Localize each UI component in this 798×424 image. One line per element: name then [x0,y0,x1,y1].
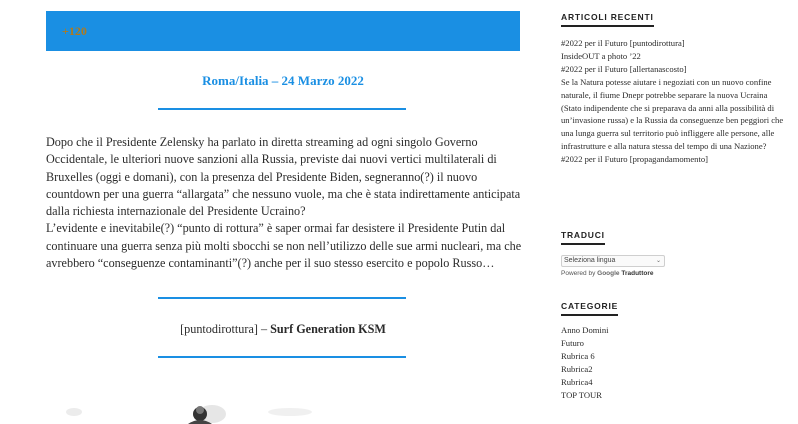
google-logo: Google [597,270,620,277]
recent-post-link[interactable]: Se la Natura potesse aiutare i negoziati con un nuovo confine naturale, il fiume Dnepr potrebbe separare la nuova Ucraina (Stato indipendente che si preparava da anni alla possibilità di un’invasione russa) e la Russia da conseguenze ben peggiori che una lunga guerra sul territorio può infliggere alle persone, alle infrastrutture e alla natura stessa del tempo di una Nazione? [561,76,784,152]
categories-list [561,324,609,403]
powered-by-google [561,270,665,277]
signature-prefix: [puntodirottura] – [180,322,271,336]
category-link[interactable]: TOP TOUR [561,390,602,401]
post-paragraph: Dopo che il Presidente Zelensky ha parlato in diretta streaming ad ogni singolo Governo Occidentale, le ulteriori nuove sanzioni alla Russia, previste dai nuovi vertici multilaterali di Bruxelles (oggi e domani), con la presenza del Presidente Biden, segneranno(?) il nuovo countdown per una guerra “allargata” che nessuno vuole, ma che è stata indirettamente anticipata dalla richiesta internazionale del Presidente Ucraino? [46,135,521,219]
post-image [60,400,320,424]
recent-posts-title: ARTICOLI RECENTI [561,12,654,27]
post-place-date: Roma/Italia – 24 Marzo 2022 [202,73,364,88]
banner-label: +120 [62,24,87,38]
category-link[interactable]: Futuro [561,338,584,349]
powered-by-label: Powered by [561,270,596,277]
language-select-value: Seleziona lingua [564,257,616,264]
categories-title: CATEGORIE [561,301,618,316]
recent-post-link[interactable]: InsideOUT a photo ’22 [561,50,641,61]
recent-post-link[interactable]: #2022 per il Futuro [allertanascosto] [561,63,687,74]
translate-title: TRADUCI [561,230,605,245]
translate-widget [561,255,665,277]
featured-image-banner [46,11,520,51]
category-link[interactable]: Anno Domini [561,325,609,335]
language-select[interactable] [561,255,665,267]
translator-link[interactable]: Traduttore [621,270,654,277]
post-body [46,134,526,272]
divider [158,108,406,110]
chevron-down-icon: ⌄ [655,258,661,264]
post-signature [46,322,520,337]
divider [158,297,406,299]
recent-post-link[interactable]: #2022 per il Futuro [propagandamomento] [561,154,709,165]
post-paragraph: L’evidente e inevitabile(?) “punto di rottura” è saper ormai far desistere il Presidente Putin dal continuare una guerra senza più molti sbocchi se non nell’utilizzo delle sue armi nucleari, ma che avrebbero “conseguenze contaminanti”(?) anche per il suo stesso esercito e popolo Russo… [46,221,522,271]
recent-post-link[interactable]: #2022 per il Futuro [puntodirottura] [561,38,685,48]
category-link[interactable]: Rubrica2 [561,364,593,375]
divider [158,356,406,358]
recent-posts-list [561,37,786,166]
category-link[interactable]: Rubrica 6 [561,351,595,362]
category-link[interactable]: Rubrica4 [561,377,593,388]
signature-author: Surf Generation KSM [270,322,386,336]
